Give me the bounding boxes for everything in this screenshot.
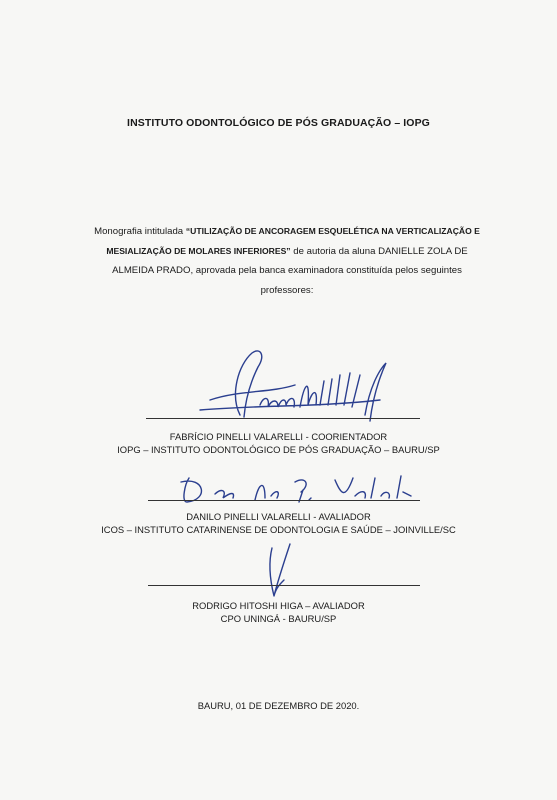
approval-statement xyxy=(92,222,482,300)
signatory-3-institution: CPO UNINGÁ - BAURU/SP xyxy=(220,613,337,624)
document-date: BAURU, 01 DE DEZEMBRO DE 2020. xyxy=(197,700,360,711)
signatory-1-name: FABRÍCIO PINELLI VALARELLI - COORIENTADOR xyxy=(169,431,388,442)
signatory-2-name: DANILO PINELLI VALARELLI - AVALIADOR xyxy=(186,511,371,522)
signatory-2 xyxy=(0,510,557,536)
signatory-1-institution: IOPG – INSTITUTO ODONTOLÓGICO DE PÓS GRADUAÇÃO – BAURU/SP xyxy=(117,444,440,455)
signature-line-1 xyxy=(146,418,420,419)
statement-rest: de autoria da aluna DANIELLE ZOLA DE ALMEIDA PRADO, aprovada pela banca examinadora constituída pelos seguintes professores: xyxy=(112,245,468,296)
signature-line-2 xyxy=(148,500,420,501)
institution-title: INSTITUTO ODONTOLÓGICO DE PÓS GRADUAÇÃO – IOPG xyxy=(127,117,430,129)
signatory-2-institution: ICOS – INSTITUTO CATARINENSE DE ODONTOLOGIA E SAÚDE – JOINVILLE/SC xyxy=(101,524,456,535)
signature-danilo xyxy=(175,470,425,510)
signature-rodrigo xyxy=(258,540,298,600)
statement-intro: Monografia intitulada xyxy=(94,226,186,237)
signatory-1 xyxy=(0,430,557,456)
signature-fabricio xyxy=(200,345,410,425)
signature-line-3 xyxy=(148,585,420,586)
monograph-title: “UTILIZAÇÃO DE ANCORAGEM ESQUELÉTICA NA VERTICALIZAÇÃO E MESIALIZAÇÃO DE MOLARES INFERIORES” xyxy=(106,226,480,256)
signatory-3 xyxy=(0,599,557,625)
signatory-3-name: RODRIGO HITOSHI HIGA – AVALIADOR xyxy=(192,600,365,611)
